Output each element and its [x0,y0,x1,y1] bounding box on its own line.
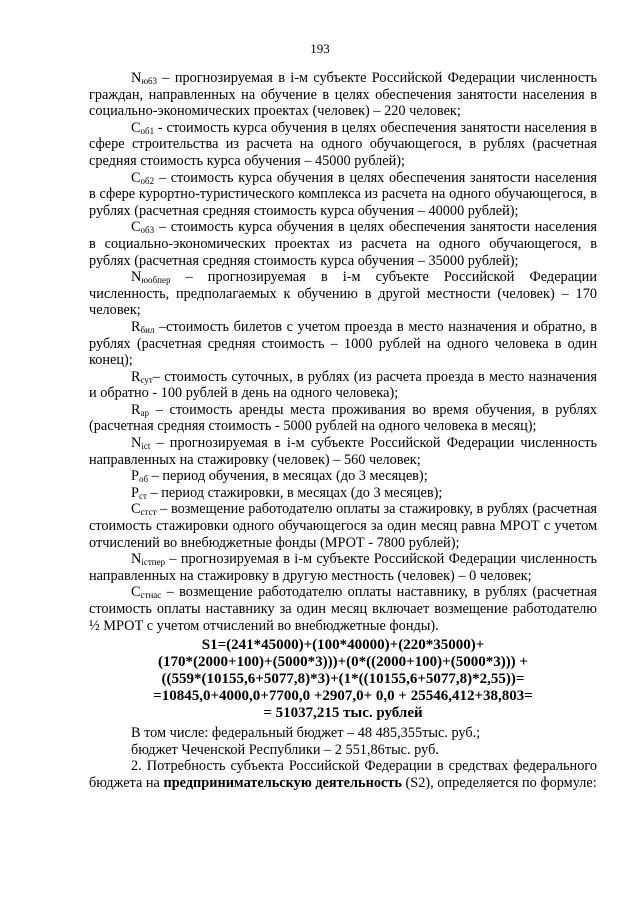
definition-text: – прогнозируемая в i-м субъекте Российской Федерации численность направленных на стажировку (человек) – 560 человек; [89,435,597,468]
definition-paragraph [89,485,597,502]
variable-subscript: об [138,474,149,485]
definition-text: – прогнозируемая в i-м субъекте Российской Федерации численность, предполагаемых к обучению в другой местности (человек) – 170 человек; [89,269,597,319]
definition-text: –стоимость билетов с учетом проезда в место назначения и обратно, в рублях (расчетная средняя стоимость – 1000 рублей на одного человека в один конец); [89,318,597,369]
formula-block [89,637,597,722]
definition-paragraph [89,319,597,369]
definition-paragraph [89,369,597,402]
variable-subscript: стнас [140,590,162,601]
variable-symbol: N [131,435,142,452]
definition-paragraph [89,551,597,584]
definition-text: – период стажировки, в месяцах (до 3 месяцев); [146,484,443,501]
definition-text: – стоимость аренды места проживания во время обучения, в рублях (расчетная средняя стоимость - 5000 рублей на одного человека в месяц); [89,401,597,435]
definition-text: – прогнозируемая в i-м субъекте Российской Федерации численность граждан, направленных на обучение в целях обеспечения занятости населения в социально-экономических проектах (человек) – 220 человек; [89,70,597,120]
definition-paragraph [89,219,597,269]
definition-paragraph [89,70,597,120]
variable-subscript: об2 [140,175,155,186]
definition-text: – период обучения, в месяцах (до 3 месяцев); [148,468,428,485]
definitions-list [89,70,597,634]
variable-symbol: P [131,468,139,485]
definition-text: – возмещение работодателю оплаты за стажировку, в рублях (расчетная стоимость стажировки одного обучающегося за один месяц равна МРОТ с учетом отчислений во внебюджетные фонды (МРОТ - 7800 рублей); [89,501,597,551]
federal-budget-line: В том числе: федеральный бюджет – 48 485,355тыс. руб.; [131,725,481,742]
variable-symbol: R [131,368,141,385]
variable-symbol: C [131,219,141,236]
formula-result: = 51037,215 тыс. рублей [263,705,423,722]
formula-line: ((559*(10155,6+5077,8)*3)+(1*((10155,6+5077,8)*2,55))= [161,671,525,688]
variable-symbol: N [131,551,142,568]
formula-line: (170*(2000+100)+(5000*3)))+(0*((2000+100)+(5000*3))) + [158,654,528,671]
definition-text: – прогнозируемая в i-м субъекте Российской Федерации численность направленных на стажировку в другую местность (человек) – 0 человек; [89,551,597,584]
variable-symbol: C [131,169,141,186]
variable-subscript: об1 [140,125,155,136]
formula-line: =10845,0+4000,0+7700,0 +2907,0+ 0,0 + 25546,412+38,803= [153,688,533,705]
variable-subscript: бил [140,324,155,335]
definition-text: – возмещение работодателю оплаты наставнику, в рублях (расчетная стоимость оплаты наставнику за один месяц включает возмещение работодателю ½ МРОТ с учетом отчислений во внебюджетные фонды). [89,584,597,634]
regional-budget-line: бюджет Чеченской Республики – 2 551,86тыс. руб. [131,741,439,758]
variable-subscript: ар [140,407,150,418]
definition-paragraph [89,584,597,634]
variable-subscript: об3 [140,225,155,236]
page-number: 193 [310,41,330,56]
variable-symbol: C [131,501,141,518]
definition-text: – стоимость курса обучения в целях обеспечения занятости населения в социально-экономических проектах из расчета на одного обучающегося, в рублях (расчетная средняя стоимость курса обучения – 35000 рублей); [89,219,597,269]
definition-paragraph [89,170,597,220]
variable-symbol: C [131,584,141,601]
definition-text: – стоимость курса обучения в целях обеспечения занятости населения в сфере курортно-туристического комплекса из расчета на одного обучающегося, в рублях (расчетная средняя стоимость курса обучения – 40000 рублей); [89,169,597,219]
definition-text: – стоимость суточных, в рублях (из расчета проезда в место назначения и обратно - 100 рублей в день на одного человека); [89,368,597,402]
variable-symbol: N [131,70,142,86]
closing-paragraph [89,758,597,791]
closing-text-after: (S2), определяется по формуле: [401,774,597,791]
formula-line: S1=(241*45000)+(100*40000)+(220*35000)+ [201,637,485,654]
variable-subscript: стст [140,507,157,518]
document-body [89,70,597,792]
variable-symbol: N [131,269,142,286]
variable-subscript: ст [138,490,147,501]
variable-symbol: R [131,401,141,418]
definition-paragraph [89,120,597,170]
variable-symbol: R [131,318,141,335]
definition-text: - стоимость курса обучения в целях обеспечения занятости населения в сфере строительства из расчета на одного обучающегося, в рублях (расчетная средняя стоимость курса обучения – 45000 рублей); [89,119,597,169]
definition-paragraph [89,501,597,551]
variable-symbol: C [131,119,141,136]
closing-text-before: 2. Потребность субъекта Российской Федерации в средствах федерального бюджета на [89,758,597,791]
variable-subscript: iстпер [141,557,166,568]
variable-subscript: сут [140,374,153,385]
variable-symbol: P [131,484,139,501]
definition-paragraph [89,402,597,435]
variable-subscript: юобпер [141,275,171,286]
definition-paragraph [89,435,597,468]
variable-subscript: ю63 [141,76,158,86]
definition-paragraph [89,468,597,485]
closing-bold-term: предпринимательскую деятельность [163,774,402,791]
variable-subscript: ict [141,441,151,452]
definition-paragraph [89,269,597,319]
